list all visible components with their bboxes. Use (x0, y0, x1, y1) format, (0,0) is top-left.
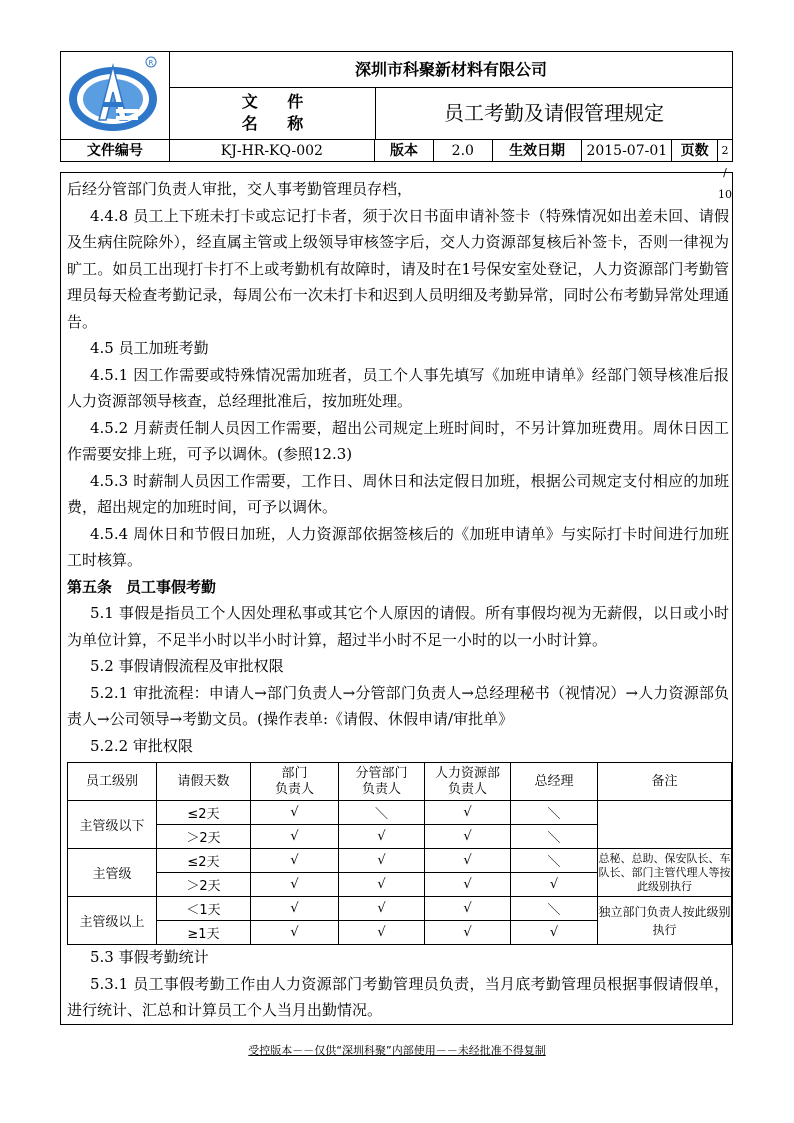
mark-cell: ＼ (339, 801, 425, 825)
paragraph: 4.5.4 周休日和节假日加班，人力资源部依据签核后的《加班申请单》与实际打卡时间进行加班工时核算。 (67, 524, 729, 569)
table-header-row (68, 763, 732, 801)
days-cell: ＞2天 (157, 873, 251, 897)
mark-cell: √ (251, 801, 339, 825)
mark-cell: √ (511, 921, 598, 945)
mark-cell: √ (511, 873, 598, 897)
doc-label-line2: 名 称 (241, 114, 316, 133)
date-value: 2015-07-01 (582, 140, 672, 162)
paragraph: 5.3.1 员工事假考勤工作由人力资源部门考勤管理员负责，当月底考勤管理员根据事假请假单，进行统计、汇总和计算员工个人当月出勤情况。 (67, 974, 729, 1019)
logo-cell (61, 52, 170, 139)
mark-cell: √ (339, 897, 425, 921)
version-label: 版本 (375, 140, 434, 162)
mark-cell: √ (251, 921, 339, 945)
days-cell: ≤2天 (157, 849, 251, 873)
mark-cell: √ (425, 801, 511, 825)
paragraph: 4.4.8 员工上下班未打卡或忘记打卡者，须于次日书面申请补签卡（特殊情况如出差未回、请假及生病住院除外），经直属主管或上级领导审核签字后，交人力资源部复核后补签卡，否则一律视为旷工。如员工出现打卡打不上或考勤机有故障时，请及时在1号保安室处登记，人力资源部门考勤管理员每天检查考勤记录，每周公布一次未打卡和迟到人员明细及考勤异常，同时公布考勤异常处理通告。 (67, 206, 729, 331)
mark-cell: √ (251, 897, 339, 921)
section-heading: 4.5 员工加班考勤 (90, 339, 209, 357)
mark-cell: √ (339, 921, 425, 945)
article-heading (67, 574, 729, 601)
col-header: 员工级别 (68, 763, 157, 801)
mark-cell: √ (425, 897, 511, 921)
level-cell: 主管级以下 (68, 801, 157, 849)
col-header: 人力资源部 负责人 (425, 763, 511, 801)
company-name: 深圳市科聚新材料有限公司 (170, 52, 732, 88)
version-value: 2.0 (434, 140, 493, 162)
mark-cell: √ (251, 825, 339, 849)
section-heading: 5.2.2 审批权限 (90, 736, 193, 755)
approval-table (67, 762, 732, 945)
level-cell: 主管级 (68, 849, 157, 897)
note-cell: 独立部门负责人按此级别执行 (598, 897, 732, 945)
note-cell (598, 801, 732, 849)
paragraph: 后经分管部门负责人审批，交人事考勤管理员存档， (67, 180, 413, 198)
days-cell: ≥1天 (157, 921, 251, 945)
doc-name-label (170, 88, 376, 139)
doc-code: KJ-HR-KQ-002 (170, 140, 375, 162)
article-number: 第五条 (67, 577, 113, 596)
days-cell: ＞2天 (157, 825, 251, 849)
paragraph: 5.2.1 审批流程：申请人→部门负责人→分管部门负责人→总经理秘书（视情况）→人力资源部负责人→公司领导→考勤文员。(操作表单:《请假、休假申请/审批单》 (67, 683, 729, 728)
document-body (67, 176, 729, 759)
doc-label-line1: 文 件 (241, 92, 316, 111)
table-row (68, 897, 732, 921)
mark-cell: √ (251, 873, 339, 897)
mark-cell: ＼ (511, 801, 598, 825)
section-heading: 5.3 事假考勤统计 (90, 948, 209, 966)
level-cell: 主管级以上 (68, 897, 157, 945)
paragraph: 5.1 事假是指员工个人因处理私事或其它个人原因的请假。所有事假均视为无薪假，以日或小时为单位计算，不足半小时以半小时计算，超过半小时不足一小时的以一小时计算。 (67, 604, 729, 649)
mark-cell: √ (425, 921, 511, 945)
date-label: 生效日期 (493, 140, 583, 162)
document-title: 员工考勤及请假管理规定 (444, 101, 664, 125)
mark-cell: √ (339, 825, 425, 849)
paragraph: 4.5.3 时薪制人员因工作需要，工作日、周休日和法定假日加班，根据公司规定支付相应的加班费，超出规定的加班时间，可予以调休。 (67, 471, 729, 516)
section-heading: 5.2 事假请假流程及审批权限 (90, 657, 284, 675)
mark-cell: ＼ (511, 825, 598, 849)
note-cell: 总秘、总助、保安队长、车队长、部门主管代理人等按此级别执行 (598, 849, 732, 897)
svg-text:R: R (148, 59, 154, 67)
mark-cell: √ (251, 849, 339, 873)
pages-value: 2 / 10 (718, 144, 733, 201)
mark-cell: √ (339, 849, 425, 873)
table-row (68, 849, 732, 873)
article-title: 员工事假考勤 (126, 577, 217, 596)
days-cell: ≤2天 (157, 801, 251, 825)
company-logo-emblem-icon (61, 52, 170, 139)
col-header: 备注 (598, 763, 732, 801)
col-header: 总经理 (511, 763, 598, 801)
document-body-tail (67, 944, 729, 1024)
mark-cell: ＼ (511, 897, 598, 921)
mark-cell: √ (339, 873, 425, 897)
col-header: 请假天数 (157, 763, 251, 801)
paragraph: 4.5.2 月薪责任制人员因工作需要，超出公司规定上班时间时，不另计算加班费用。周休日因工作需要安排上班，可予以调休。(参照12.3) (67, 418, 729, 463)
col-header: 部门 负责人 (251, 763, 339, 801)
paragraph: 4.5.1 因工作需要或特殊情况需加班者，员工个人事先填写《加班申请单》经部门领导核准后报人力资源部领导核查，总经理批准后，按加班处理。 (67, 365, 729, 410)
table-row (68, 801, 732, 825)
code-label: 文件编号 (61, 140, 170, 162)
mark-cell: √ (425, 849, 511, 873)
pages-label: 页数 (672, 140, 718, 162)
mark-cell: √ (425, 873, 511, 897)
mark-cell: √ (425, 825, 511, 849)
mark-cell: ＼ (511, 849, 598, 873)
col-header: 分管部门 负责人 (339, 763, 425, 801)
days-cell: ＜1天 (157, 897, 251, 921)
controlled-copy-footer: 受控版本－－仅供“深圳科聚”内部使用－－未经批准不得复制 (248, 1044, 546, 1057)
